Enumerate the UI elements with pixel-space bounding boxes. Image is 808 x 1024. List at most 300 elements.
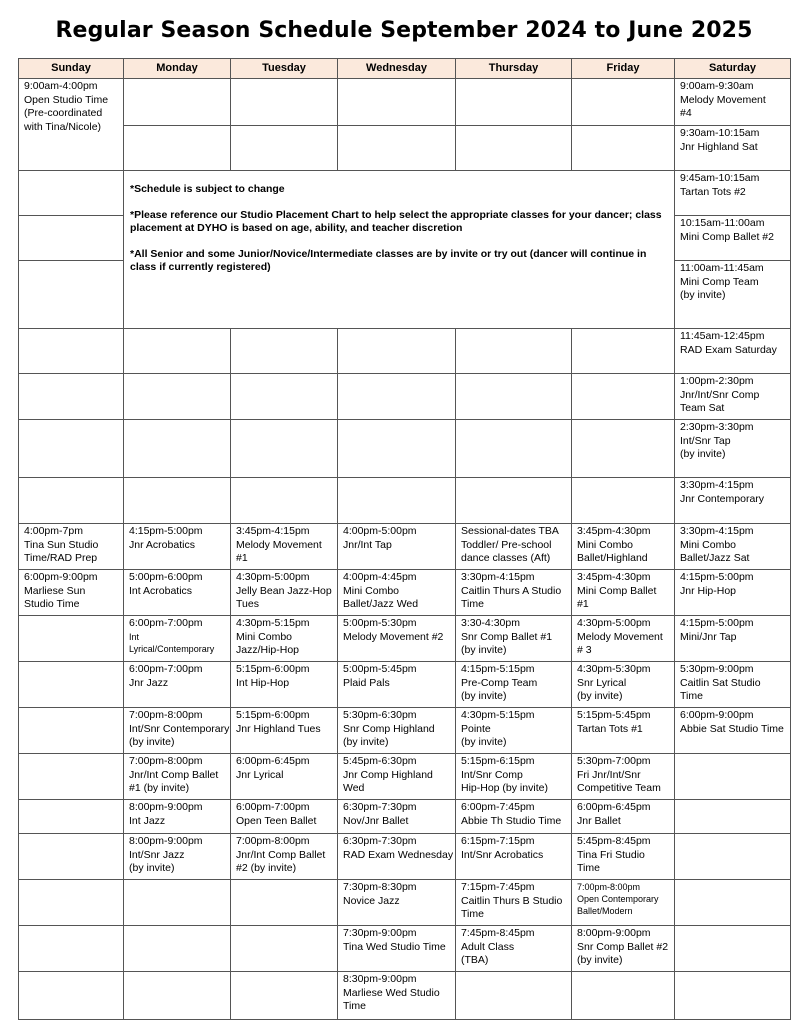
class-entry-line: (by invite) [680, 448, 726, 460]
class-entry-line: 3:45pm-4:30pm [577, 525, 651, 537]
class-entry-line: 8:00pm-9:00pm [129, 835, 203, 847]
class-entry-line: Pre-Comp Team [461, 676, 538, 689]
sunday-empty-cell [19, 754, 124, 800]
sat-class-cell [675, 926, 791, 972]
class-entry-line: dance classes (Aft) [461, 552, 551, 564]
class-entry-line: Competitive Team [577, 782, 661, 794]
table-row [19, 524, 791, 570]
class-entry-line: Mini Combo [343, 584, 400, 597]
table-row [19, 754, 791, 800]
table-row [19, 972, 791, 1020]
table-row [19, 800, 791, 834]
class-entry-line: Jnr Highland Tues [236, 722, 321, 735]
sunday-empty-cell [19, 420, 124, 478]
class-entry-line: Abbie Th Studio Time [461, 814, 562, 827]
wed-class-cell [338, 972, 456, 1020]
tue-class-cell [231, 570, 338, 616]
saturday-class-cell [675, 329, 791, 374]
sunday-empty-cell [19, 261, 124, 329]
friday-empty-cell [572, 420, 675, 478]
table-row [19, 570, 791, 616]
mon-class-cell [124, 834, 231, 880]
class-entry-line: Mini Comp Ballet [577, 584, 657, 597]
class-entry-line: Snr Comp Highland [343, 722, 435, 735]
class-entry-line: Caitlin Thurs A Studio [461, 584, 562, 597]
sat-class-cell [675, 708, 791, 754]
class-entry-line: 4:00pm-7pm [24, 525, 83, 537]
day-header-thursday: Thursday [456, 59, 572, 79]
table-row [19, 79, 791, 126]
class-entry-line: Ballet/Modern [577, 906, 633, 916]
wed-class-cell [338, 708, 456, 754]
class-entry-line: 11:00am-11:45am [680, 262, 764, 274]
schedule-table [18, 58, 791, 1020]
class-entry-line: 6:15pm-7:15pm [461, 835, 535, 847]
class-entry-line: 3:30pm-4:15pm [680, 525, 754, 537]
class-entry-line: 9:45am-10:15am [680, 172, 760, 184]
class-entry-line: with Tina/Nicole) [24, 120, 102, 133]
class-entry-line: Time/RAD Prep [24, 552, 98, 564]
notes-box [124, 171, 675, 329]
saturday-class-cell [675, 216, 791, 261]
monday-empty-cell [124, 79, 231, 126]
sunday-empty-cell [19, 171, 124, 216]
class-entry-line: 3:45pm-4:15pm [236, 525, 310, 537]
thu-class-cell [456, 754, 572, 800]
fri-class-cell [572, 926, 675, 972]
wed-class-cell [338, 880, 456, 926]
wednesday-empty-cell [338, 329, 456, 374]
class-entry-line: 5:30pm-7:00pm [577, 755, 651, 767]
class-entry-line: 4:30pm-5:00pm [577, 617, 651, 629]
thursday-empty-cell [456, 329, 572, 374]
class-entry-line: Melody Movement #2 [343, 630, 444, 643]
tue-class-cell [231, 524, 338, 570]
thu-class-cell [456, 570, 572, 616]
sunday-empty-cell [19, 800, 124, 834]
class-entry-line: Jnr Acrobatics [129, 538, 195, 551]
class-entry-line: 6:00pm-7:45pm [461, 801, 535, 813]
class-entry-line: 6:00pm-6:45pm [577, 801, 651, 813]
class-entry-line: Jnr/Int Comp Ballet [236, 848, 326, 861]
saturday-class-cell [675, 261, 791, 329]
table-row [19, 880, 791, 926]
class-entry-line: Tues [236, 598, 259, 610]
thu-class-cell [456, 708, 572, 754]
mon-class-cell [124, 708, 231, 754]
class-entry-line: Jnr/Int Comp Ballet [129, 768, 219, 781]
class-entry-line: 3:30pm-4:15pm [680, 479, 754, 491]
class-entry-line: (by invite) [577, 954, 623, 966]
class-entry-line: Int Jazz [129, 814, 166, 827]
thu-class-cell [456, 616, 572, 662]
class-entry-line: Melody Movement [236, 538, 322, 551]
sunday-empty-cell [19, 926, 124, 972]
class-entry-line: 7:45pm-8:45pm [461, 927, 535, 939]
fri-class-cell [572, 570, 675, 616]
saturday-class-cell [675, 420, 791, 478]
friday-empty-cell [572, 374, 675, 420]
class-entry-line: Open Teen Ballet [236, 814, 317, 827]
wednesday-empty-cell [338, 79, 456, 126]
class-entry-line: Jnr Ballet [577, 814, 621, 827]
tue-class-cell [231, 708, 338, 754]
class-entry-line: Tartan Tots #2 [680, 185, 746, 198]
schedule-note: *Please reference our Studio Placement Chart to help select the appropriate classes for your dancer; class placement at DYHO is based on age, ability, and teacher discretion [130, 208, 662, 234]
thursday-empty-cell [456, 126, 572, 171]
class-entry-line: Time [343, 1000, 366, 1012]
class-entry-line: (by invite) [343, 736, 389, 748]
class-entry-line: #4 [680, 107, 692, 119]
class-entry-line: 4:30pm-5:00pm [236, 571, 310, 583]
tuesday-empty-cell [231, 126, 338, 171]
tue-class-cell [231, 926, 338, 972]
class-entry-line: 6:30pm-7:30pm [343, 835, 417, 847]
class-entry-line: Wed [343, 782, 365, 794]
class-entry-line: Hip-Hop (by invite) [461, 782, 548, 794]
class-entry-line: (by invite) [461, 736, 507, 748]
thursday-empty-cell [456, 79, 572, 126]
class-entry-line: 6:00pm-7:00pm [236, 801, 310, 813]
monday-empty-cell [124, 374, 231, 420]
saturday-class-cell [675, 374, 791, 420]
thu-class-cell [456, 972, 572, 1020]
sat-class-cell [675, 800, 791, 834]
class-entry-line: Mini/Jnr Tap [680, 630, 737, 643]
class-entry-line: Tina Fri Studio [577, 848, 645, 861]
monday-empty-cell [124, 420, 231, 478]
day-header-wednesday: Wednesday [338, 59, 456, 79]
table-row [19, 926, 791, 972]
tue-class-cell [231, 800, 338, 834]
class-entry-line: 5:00pm-5:45pm [343, 663, 417, 675]
class-entry-line: Studio Time [24, 598, 80, 610]
class-entry-line: 5:30pm-9:00pm [680, 663, 754, 675]
class-entry-line: 5:30pm-6:30pm [343, 709, 417, 721]
sunday-empty-cell [19, 662, 124, 708]
saturday-class-cell [675, 478, 791, 524]
class-entry-line: #1 (by invite) [129, 782, 190, 794]
class-entry-line: 2:30pm-3:30pm [680, 421, 754, 433]
day-header-saturday: Saturday [675, 59, 791, 79]
class-entry-line: Lyrical/Contemporary [129, 643, 215, 654]
class-entry-line: 5:15pm-5:45pm [577, 709, 651, 721]
tuesday-empty-cell [231, 374, 338, 420]
class-entry-line: 7:00pm-8:00pm [129, 755, 203, 767]
class-entry-line: Sessional-dates TBA [461, 525, 559, 537]
class-entry-line: Int/Snr Comp [461, 768, 523, 781]
fri-class-cell [572, 708, 675, 754]
class-entry-line: (by invite) [461, 690, 507, 702]
class-entry-line: Time [461, 908, 484, 920]
sunday-marliese-cell [19, 570, 124, 616]
class-entry-line: 11:45am-12:45pm [680, 330, 765, 342]
tue-class-cell [231, 880, 338, 926]
class-entry-line: 4:15pm-5:00pm [680, 571, 754, 583]
tuesday-empty-cell [231, 329, 338, 374]
class-entry-line: Open Contemporary [577, 894, 659, 904]
class-entry-line: 6:30pm-7:30pm [343, 801, 417, 813]
mon-class-cell [124, 972, 231, 1020]
class-entry-line: Mini Combo [236, 630, 293, 643]
thu-class-cell [456, 662, 572, 708]
fri-class-cell [572, 800, 675, 834]
thursday-empty-cell [456, 478, 572, 524]
class-entry-line: 6:00pm-9:00pm [680, 709, 754, 721]
wed-class-cell [338, 524, 456, 570]
class-entry-line: Ballet/Jazz Wed [343, 598, 419, 610]
friday-empty-cell [572, 329, 675, 374]
class-entry-line: Toddler/ Pre-school [461, 538, 552, 551]
saturday-class-cell [675, 79, 791, 126]
mon-class-cell [124, 524, 231, 570]
class-entry-line: Snr Comp Ballet #2 [577, 940, 669, 953]
class-entry-line: (TBA) [461, 954, 489, 966]
class-entry-line: Tina Wed Studio Time [343, 940, 446, 953]
class-entry-line: Int/Snr Tap [680, 434, 731, 447]
class-entry-line: Jnr Comp Highland [343, 768, 433, 781]
class-entry-line: Caitlin Sat Studio [680, 676, 761, 689]
saturday-class-cell [675, 171, 791, 216]
class-entry-line: (by invite) [129, 862, 175, 874]
sunday-empty-cell [19, 972, 124, 1020]
sat-class-cell [675, 570, 791, 616]
class-entry-line: 4:30pm-5:15pm [461, 709, 535, 721]
table-row [19, 616, 791, 662]
class-entry-line: 8:30pm-9:00pm [343, 973, 417, 985]
class-entry-line: Melody Movement [680, 93, 766, 106]
schedule-note: *All Senior and some Junior/Novice/Intermediate classes are by invite or try out (dancer will continue in class if currently registered) [130, 247, 647, 273]
sat-class-cell [675, 972, 791, 1020]
fri-class-cell [572, 616, 675, 662]
tuesday-empty-cell [231, 420, 338, 478]
class-entry-line: Melody Movement [577, 630, 663, 643]
header-row [19, 59, 791, 79]
monday-empty-cell [124, 126, 231, 171]
class-entry-line: (by invite) [461, 644, 507, 656]
class-entry-line: #2 (by invite) [236, 862, 297, 874]
friday-empty-cell [572, 126, 675, 171]
class-entry-line: 4:30pm-5:15pm [236, 617, 310, 629]
thu-class-cell [456, 524, 572, 570]
class-entry-line: (by invite) [680, 289, 726, 301]
class-entry-line: Nov/Jnr Ballet [343, 814, 409, 827]
sunday-empty-cell [19, 216, 124, 261]
class-entry-line: # 3 [577, 644, 592, 656]
class-entry-line: RAD Exam Wednesday [343, 848, 454, 861]
class-entry-line: 4:15pm-5:15pm [461, 663, 535, 675]
wed-class-cell [338, 800, 456, 834]
sunday-tina-cell [19, 524, 124, 570]
thu-class-cell [456, 880, 572, 926]
sat-class-cell [675, 754, 791, 800]
sat-class-cell [675, 524, 791, 570]
class-entry-line: 4:15pm-5:00pm [680, 617, 754, 629]
class-entry-line: Jnr Contemporary [680, 492, 765, 505]
class-entry-line: Jnr Jazz [129, 676, 169, 689]
fri-class-cell [572, 972, 675, 1020]
mon-class-cell [124, 800, 231, 834]
wednesday-empty-cell [338, 420, 456, 478]
class-entry-line: Ballet/Jazz Sat [680, 552, 750, 564]
class-entry-line: Jnr Hip-Hop [680, 584, 737, 597]
class-entry-line: 5:15pm-6:00pm [236, 663, 310, 675]
class-entry-line: 7:00pm-8:00pm [129, 709, 203, 721]
day-header-sunday: Sunday [19, 59, 124, 79]
class-entry-line: 10:15am-11:00am [680, 217, 765, 229]
class-entry-line: Jnr Lyrical [236, 768, 284, 781]
mon-class-cell [124, 662, 231, 708]
class-entry-line: 7:30pm-9:00pm [343, 927, 417, 939]
class-entry-line: 6:00pm-7:00pm [129, 663, 203, 675]
class-entry-line: Open Studio Time [24, 93, 109, 106]
class-entry-line: 9:00am-4:00pm [24, 80, 98, 92]
thursday-empty-cell [456, 374, 572, 420]
class-entry-line: 8:00pm-9:00pm [129, 801, 203, 813]
class-entry-line: Marliese Wed Studio [343, 986, 440, 999]
day-header-tuesday: Tuesday [231, 59, 338, 79]
class-entry-line: 3:45pm-4:30pm [577, 571, 651, 583]
class-entry-line: Int Acrobatics [129, 584, 193, 597]
class-entry-line: 4:15pm-5:00pm [129, 525, 203, 537]
day-header-monday: Monday [124, 59, 231, 79]
mon-class-cell [124, 570, 231, 616]
mon-class-cell [124, 616, 231, 662]
sunday-empty-cell [19, 880, 124, 926]
fri-class-cell [572, 662, 675, 708]
monday-empty-cell [124, 329, 231, 374]
class-entry-line: Int Hip-Hop [236, 676, 290, 689]
wed-class-cell [338, 662, 456, 708]
mon-class-cell [124, 754, 231, 800]
class-entry-line: Tartan Tots #1 [577, 722, 643, 735]
class-entry-line: (Pre-coordinated [24, 107, 103, 119]
sat-class-cell [675, 662, 791, 708]
class-entry-line: 6:00pm-9:00pm [24, 571, 98, 583]
class-entry-line: 4:00pm-5:00pm [343, 525, 417, 537]
class-entry-line: RAD Exam Saturday [680, 343, 777, 356]
table-row [19, 420, 791, 478]
class-entry-line: Mini Combo [680, 538, 737, 551]
class-entry-line: 8:00pm-9:00pm [577, 927, 651, 939]
monday-empty-cell [124, 478, 231, 524]
class-entry-line: 9:30am-10:15am [680, 127, 760, 139]
wed-class-cell [338, 754, 456, 800]
class-entry-line: Fri Jnr/Int/Snr [577, 768, 641, 781]
class-entry-line: Abbie Sat Studio Time [680, 722, 784, 735]
class-entry-line: 3:30-4:30pm [461, 617, 520, 629]
friday-empty-cell [572, 478, 675, 524]
class-entry-line: Mini Comp Team [680, 275, 759, 288]
wednesday-empty-cell [338, 478, 456, 524]
class-entry-line: Time [680, 690, 703, 702]
page-title: Regular Season Schedule September 2024 to June 2025 [55, 18, 753, 43]
mon-class-cell [124, 926, 231, 972]
class-entry-line: Snr Comp Ballet #1 [461, 630, 553, 643]
class-entry-line: Jazz/Hip-Hop [236, 644, 300, 656]
tue-class-cell [231, 834, 338, 880]
class-entry-line: Snr Lyrical [577, 676, 627, 689]
class-entry-line: Novice Jazz [343, 894, 400, 907]
class-entry-line: Time [577, 862, 600, 874]
class-entry-line: 7:15pm-7:45pm [461, 881, 535, 893]
class-entry-line: Tina Sun Studio [24, 538, 99, 551]
class-entry-line: 4:30pm-5:30pm [577, 663, 651, 675]
sunday-empty-cell [19, 834, 124, 880]
thu-class-cell [456, 834, 572, 880]
wed-class-cell [338, 926, 456, 972]
fri-class-cell [572, 754, 675, 800]
class-entry-line: Pointe [461, 722, 491, 735]
table-row [19, 834, 791, 880]
friday-empty-cell [572, 79, 675, 126]
sunday-empty-cell [19, 374, 124, 420]
table-row [19, 478, 791, 524]
class-entry-line: (by invite) [129, 736, 175, 748]
class-entry-line: #1 [236, 552, 248, 564]
class-entry-line: 5:45pm-6:30pm [343, 755, 417, 767]
wed-class-cell [338, 834, 456, 880]
sat-class-cell [675, 834, 791, 880]
class-entry-line: Ballet/Highland [577, 552, 648, 564]
class-entry-line: 1:00pm-2:30pm [680, 375, 754, 387]
tue-class-cell [231, 616, 338, 662]
tuesday-empty-cell [231, 478, 338, 524]
class-entry-line: Time [461, 598, 484, 610]
table-row [19, 374, 791, 420]
sunday-open-studio-cell [19, 79, 124, 171]
class-entry-line: Int [129, 631, 140, 642]
thu-class-cell [456, 800, 572, 834]
class-entry-line: 5:15pm-6:15pm [461, 755, 535, 767]
table-row [19, 171, 791, 216]
class-entry-line: 5:15pm-6:00pm [236, 709, 310, 721]
tue-class-cell [231, 972, 338, 1020]
table-row [19, 329, 791, 374]
class-entry-line: 6:00pm-7:00pm [129, 617, 203, 629]
wed-class-cell [338, 570, 456, 616]
wed-class-cell [338, 616, 456, 662]
class-entry-line: (by invite) [577, 690, 623, 702]
class-entry-line: Jnr/Int/Snr Comp [680, 388, 760, 401]
class-entry-line: 7:00pm-8:00pm [577, 882, 641, 892]
class-entry-line: Int/Snr Jazz [129, 848, 185, 861]
thursday-empty-cell [456, 420, 572, 478]
class-entry-line: 5:00pm-5:30pm [343, 617, 417, 629]
wednesday-empty-cell [338, 374, 456, 420]
sunday-empty-cell [19, 708, 124, 754]
class-entry-line: 3:30pm-4:15pm [461, 571, 535, 583]
tuesday-empty-cell [231, 79, 338, 126]
thu-class-cell [456, 926, 572, 972]
saturday-class-cell [675, 126, 791, 171]
class-entry-line: 6:00pm-6:45pm [236, 755, 310, 767]
class-entry-line: 4:00pm-4:45pm [343, 571, 417, 583]
class-entry-line: Team Sat [680, 402, 725, 414]
table-row [19, 662, 791, 708]
mon-class-cell [124, 880, 231, 926]
class-entry-line: 9:00am-9:30am [680, 80, 754, 92]
sunday-empty-cell [19, 478, 124, 524]
class-entry-line: Int/Snr Contemporary [129, 722, 230, 735]
day-header-friday: Friday [572, 59, 675, 79]
class-entry-line: Caitlin Thurs B Studio [461, 894, 563, 907]
class-entry-line: 5:45pm-8:45pm [577, 835, 651, 847]
class-entry-line: Marliese Sun [24, 584, 86, 597]
fri-class-cell [572, 524, 675, 570]
sat-class-cell [675, 616, 791, 662]
class-entry-line: Jnr Highland Sat [680, 140, 758, 153]
